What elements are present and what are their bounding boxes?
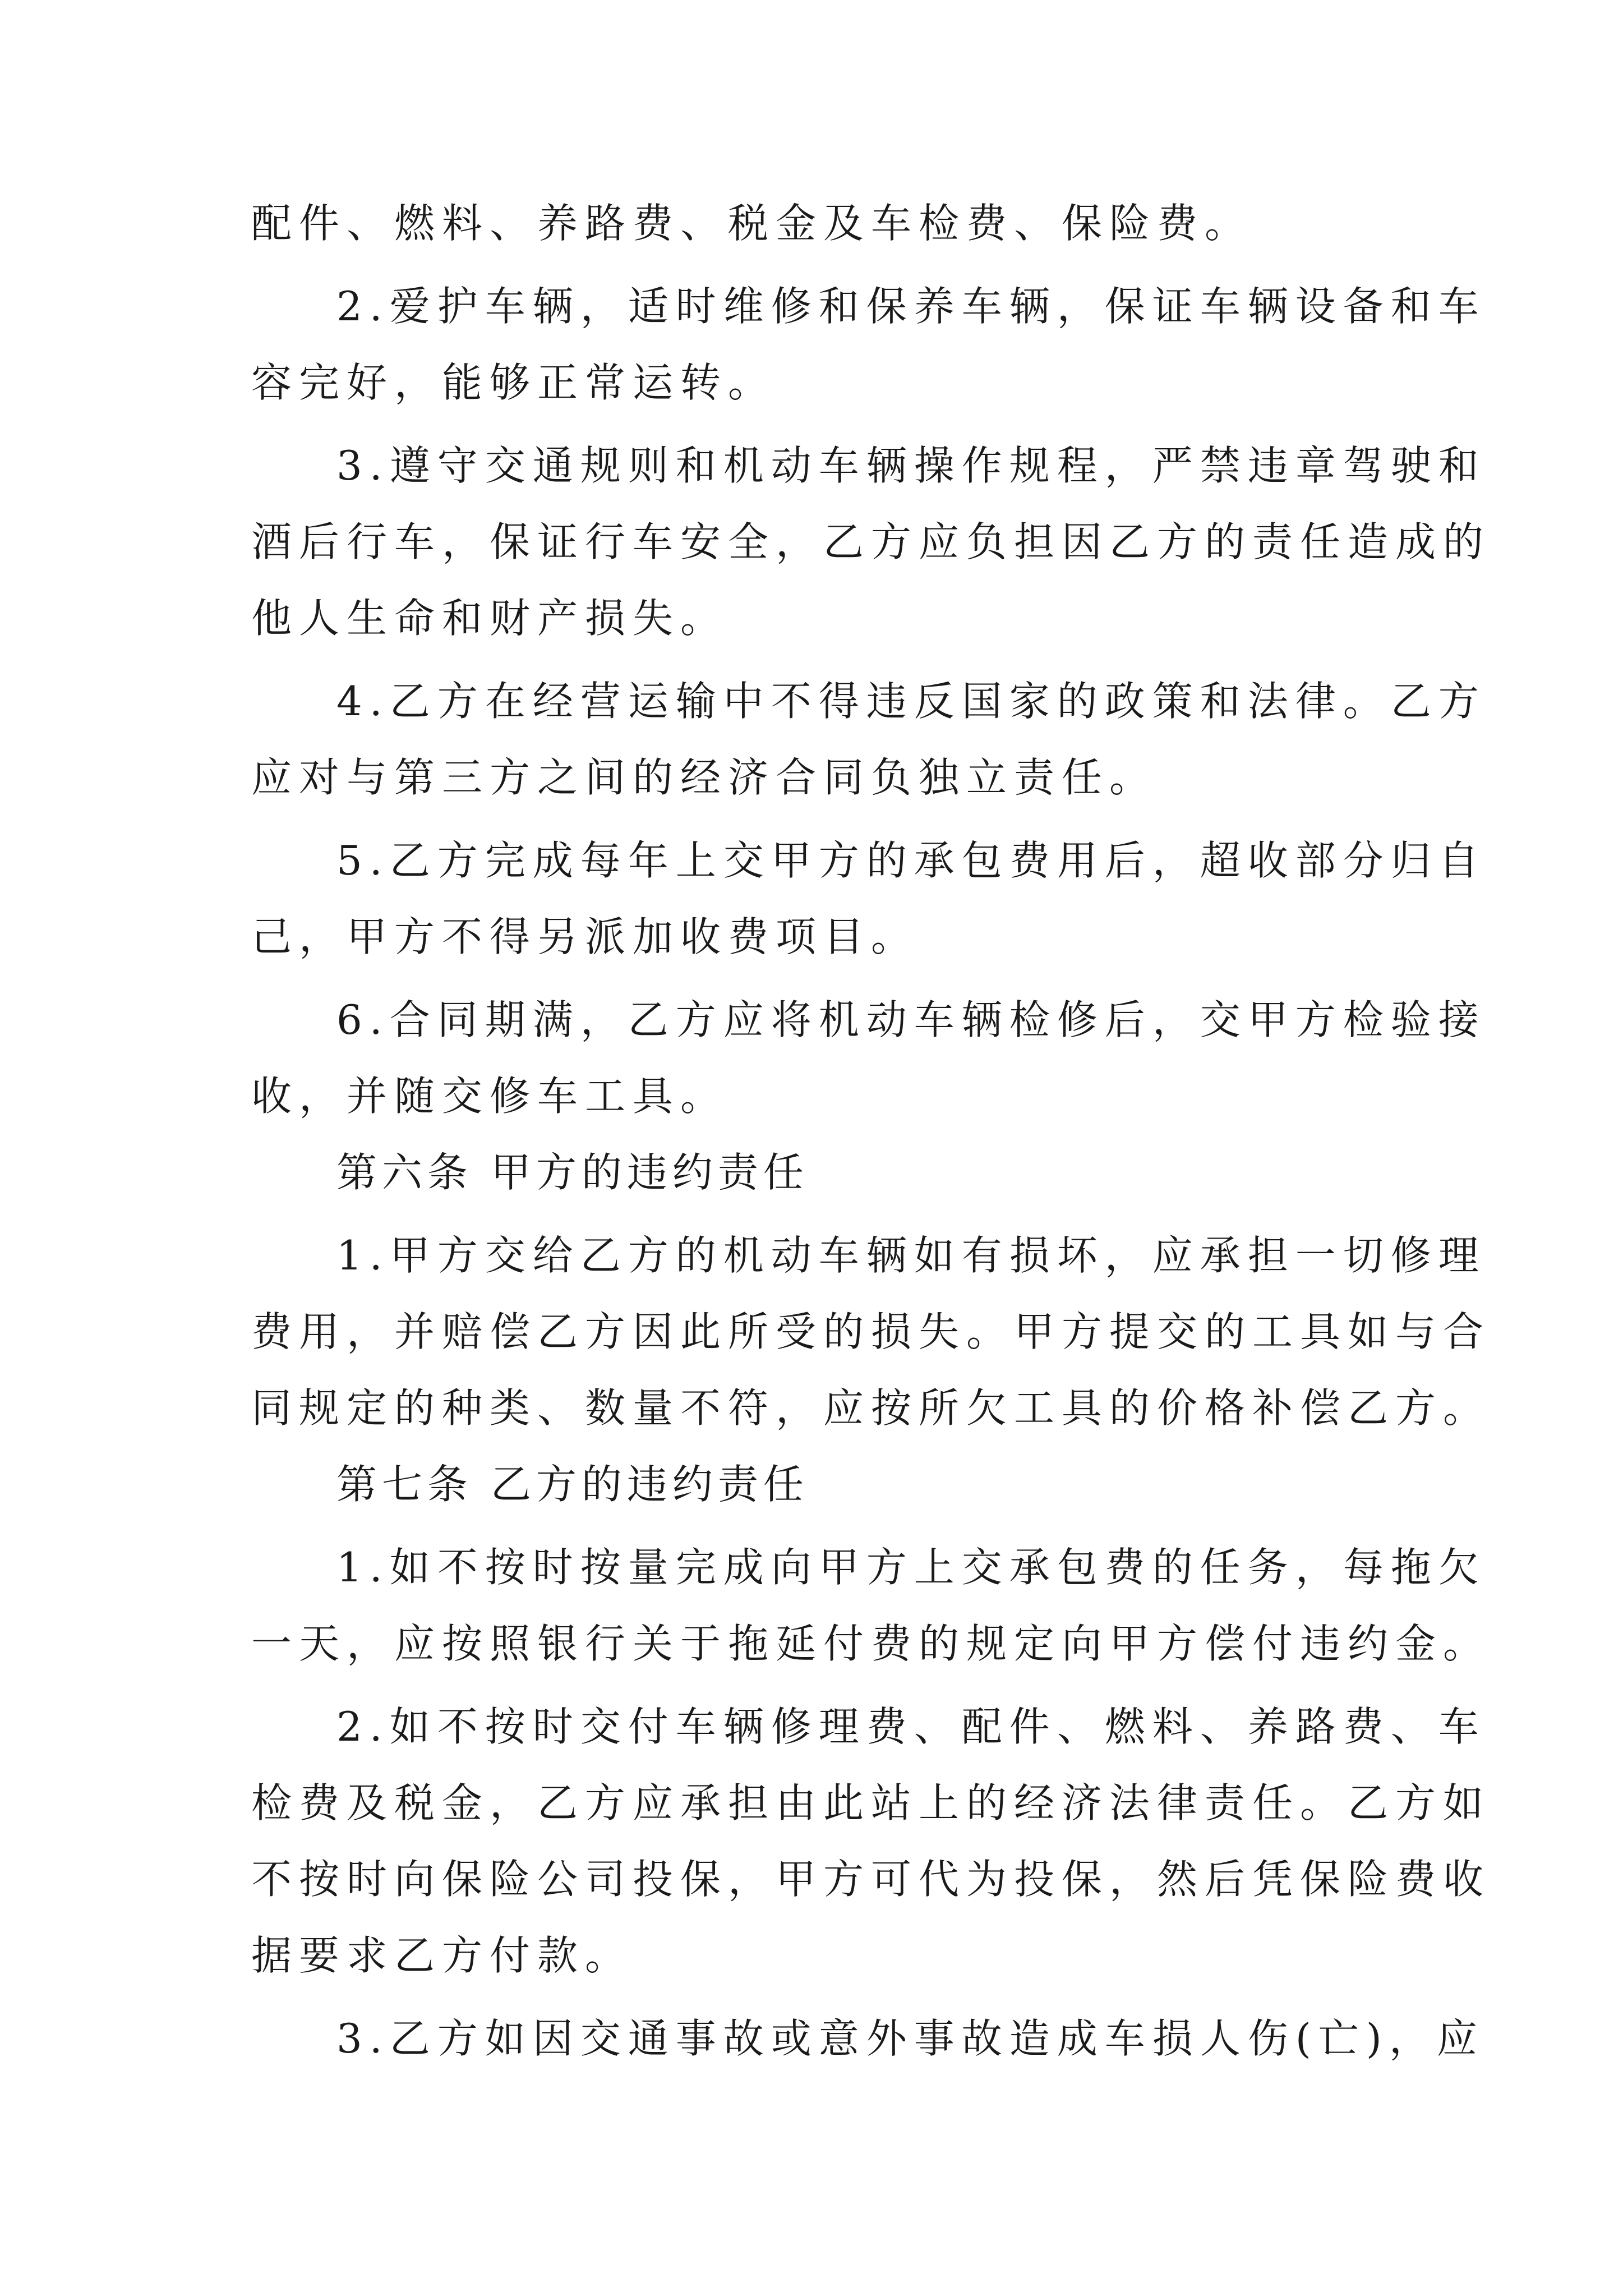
clause-item-4: 4.乙方在经营运输中不得违反国家的政策和法律。乙方 — [336, 678, 1486, 725]
text-line: 费用，并赔偿乙方因此所受的损失。甲方提交的工具如与合 — [251, 1308, 1491, 1355]
text-line: 据要求乙方付款。 — [251, 1932, 633, 1979]
text-line: 应对与第三方之间的经济合同负独立责任。 — [251, 754, 1158, 801]
clause-item-2: 2.爱护车辆，适时维修和保养车辆，保证车辆设备和车 — [336, 283, 1486, 330]
text-line: 不按时向保险公司投保，甲方可代为投保，然后凭保险费收 — [251, 1856, 1491, 1903]
clause-item-6: 6.合同期满，乙方应将机动车辆检修后，交甲方检验接 — [336, 996, 1486, 1043]
text-line: 容完好，能够正常运转。 — [251, 359, 776, 406]
text-line: 收，并随交修车工具。 — [251, 1073, 728, 1120]
clause-item-3: 3.乙方如因交通事故或意外事故造成车损人伤(亡)，应 — [336, 2015, 1484, 2062]
text-line: 检费及税金，乙方应承担由此站上的经济法律责任。乙方如 — [251, 1779, 1491, 1826]
clause-item-2: 2.如不按时交付车辆修理费、配件、燃料、养路费、车 — [336, 1703, 1486, 1750]
text-line: 己，甲方不得另派加收费项目。 — [251, 913, 919, 960]
text-line: 配件、燃料、养路费、税金及车检费、保险费。 — [251, 200, 1253, 247]
clause-item-1: 1.甲方交给乙方的机动车辆如有损坏，应承担一切修理 — [336, 1232, 1486, 1279]
article-heading-6: 第六条 甲方的违约责任 — [336, 1149, 809, 1196]
text-line: 他人生命和财产损失。 — [251, 595, 728, 642]
article-heading-7: 第七条 乙方的违约责任 — [336, 1461, 809, 1508]
text-line: 酒后行车，保证行车安全，乙方应负担因乙方的责任造成的 — [251, 518, 1491, 565]
clause-item-3: 3.遵守交通规则和机动车辆操作规程，严禁违章驾驶和 — [336, 442, 1486, 489]
contract-body — [251, 185, 1491, 2077]
text-line: 一天，应按照银行关于拖延付费的规定向甲方偿付违约金。 — [251, 1620, 1491, 1667]
clause-item-5: 5.乙方完成每年上交甲方的承包费用后，超收部分归自 — [336, 837, 1486, 884]
text-line: 同规定的种类、数量不符，应按所欠工具的价格补偿乙方。 — [251, 1384, 1491, 1432]
clause-item-1: 1.如不按时按量完成向甲方上交承包费的任务，每拖欠 — [336, 1544, 1486, 1591]
